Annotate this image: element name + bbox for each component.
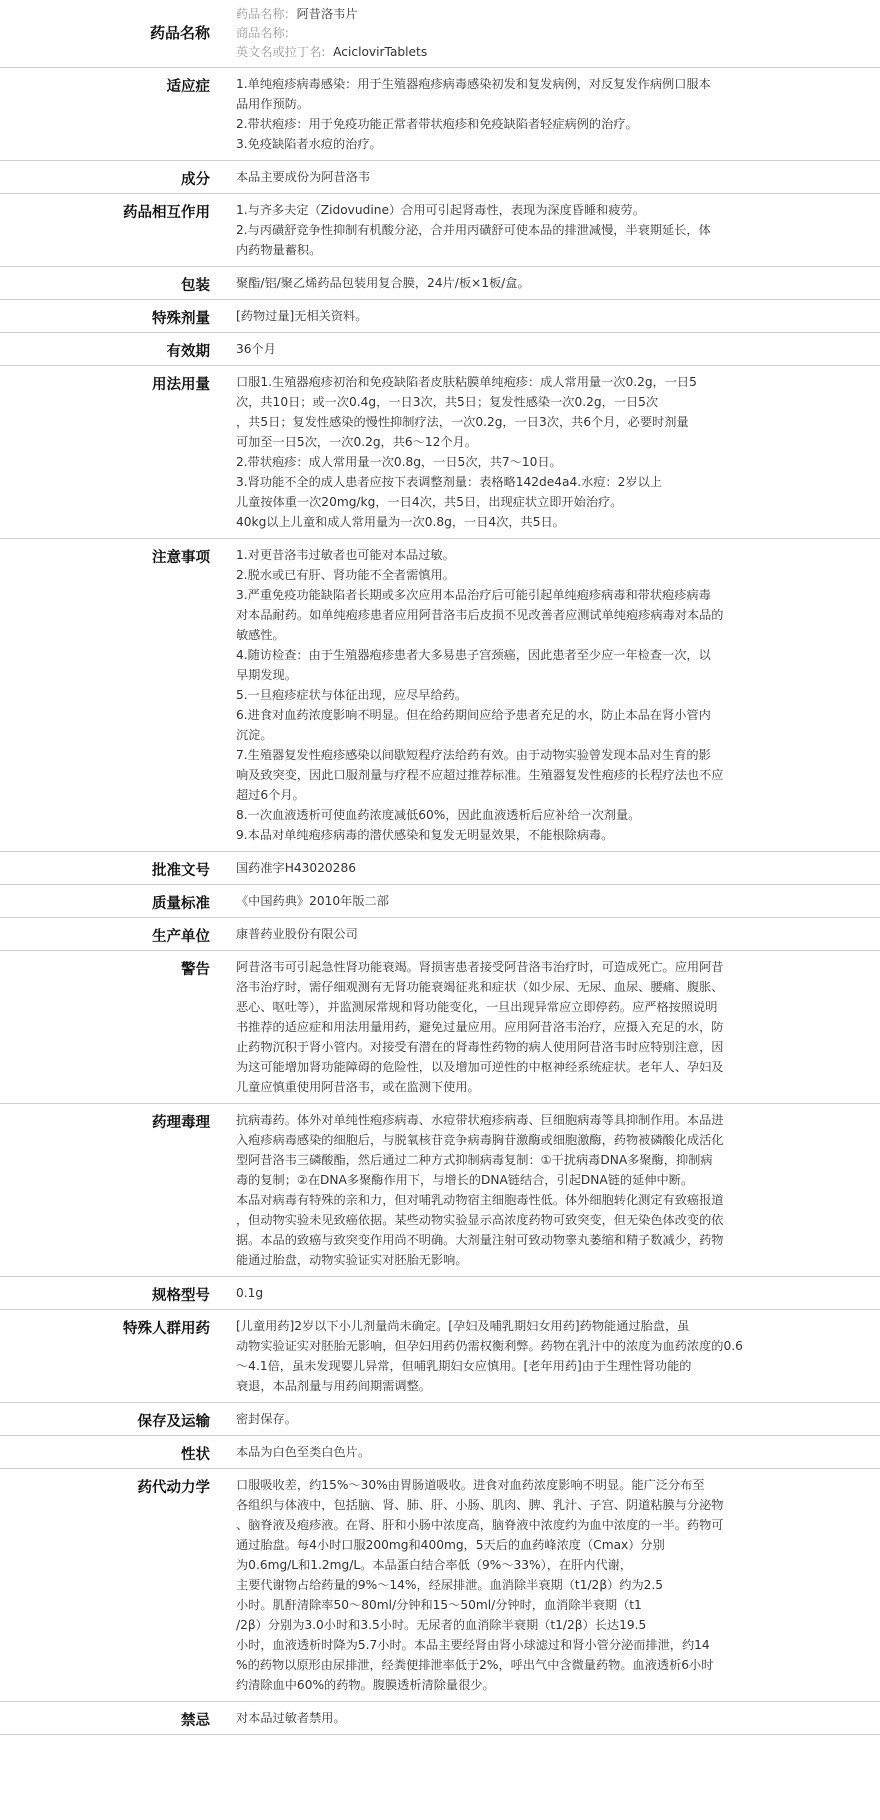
- row-value: [222, 1403, 880, 1436]
- value-line: 40kg以上儿童和成人常用量为一次0.8g，一日4次，共5日。: [236, 515, 565, 529]
- value-line: 沉淀。: [236, 728, 273, 742]
- value-line: 为0.6mg/L和1.2mg/L。本品蛋白结合率低（9%～33%），在肝内代谢，: [236, 1558, 633, 1572]
- value-line: 可加至一日5次，一次0.2g，共6～12个月。: [236, 435, 477, 449]
- value-line: 2.脱水或已有肝、肾功能不全者需慎用。: [236, 568, 455, 582]
- value-line: 6.进食对血药浓度影响不明显。但在给药期间应给予患者充足的水，防止本品在肾小管内: [236, 708, 711, 722]
- value-line: 入疱疹病毒感染的细胞后，与脱氧核苷竞争病毒胸苷激酶或细胞激酶，药物被磷酸化成活化: [236, 1133, 724, 1147]
- value-line: 响及致突变，因此口服剂量与疗程不应超过推荐标准。生殖器复发性疱疹的长程疗法也不应: [236, 768, 724, 782]
- row-value: [222, 1436, 880, 1469]
- row-label: 包装: [181, 278, 210, 294]
- value-line: %的药物以原形由尿排泄，经粪便排泄率低于2%，呼出气中含微量药物。血液透析6小时: [236, 1658, 714, 1672]
- trade-name-key: 商品名称:: [236, 26, 289, 40]
- spec-row: [0, 1436, 880, 1469]
- row-label: 批准文号: [152, 863, 210, 879]
- value-line: 敏感性。: [236, 628, 285, 642]
- value-line: 型阿昔洛韦三磷酸酯，然后通过二种方式抑制病毒复制：①干扰病毒DNA多聚酶，抑制病: [236, 1153, 713, 1167]
- value-line: 早期发现。: [236, 668, 297, 682]
- value-line: 2.带状疱疹：成人常用量一次0.8g，一日5次，共7～10日。: [236, 455, 562, 469]
- row-value: [222, 333, 880, 366]
- value-line: 能通过胎盘，动物实验证实对胚胎无影响。: [236, 1253, 468, 1267]
- value-line: 通过胎盘。每4小时口服200mg和400mg，5天后的血药峰浓度（Cmax）分别: [236, 1538, 665, 1552]
- row-value: [222, 1277, 880, 1310]
- row-label: 有效期: [166, 344, 210, 360]
- value-line: 国药准字H43020286: [236, 861, 356, 875]
- value-line: 本品为白色至类白色片。: [236, 1445, 371, 1459]
- value-line: 小时，血液透析时降为5.7小时。本品主要经肾由肾小球滤过和肾小管分泌而排泄，约14: [236, 1638, 710, 1652]
- value-line: 恶心、呕吐等），并监测尿常规和肾功能变化，一旦出现异常应立即停药。应严格按照说明: [236, 1000, 718, 1014]
- value-line: 2.与丙磺舒竞争性抑制有机酸分泌，合并用丙磺舒可使本品的排泄减慢，半衰期延长，体: [236, 223, 711, 237]
- value-line: 对本品耐药。如单纯疱疹患者应用阿昔洛韦后皮损不见改善者应测试单纯疱疹病毒对本品的: [236, 608, 724, 622]
- row-label: 药品名称: [149, 24, 210, 42]
- row-value: [222, 1469, 880, 1702]
- value-line: 0.1g: [236, 1286, 264, 1300]
- value-line: 本品对病毒有特殊的亲和力，但对哺乳动物宿主细胞毒性低。体外细胞转化测定有致癌报道: [236, 1193, 724, 1207]
- row-label: 药理毒理: [152, 1115, 210, 1131]
- row-label: 禁忌: [181, 1713, 210, 1729]
- value-line: 洛韦治疗时，需仔细观测有无肾功能衰竭征兆和症状（如少尿、无尿、血尿、腰痛、腹胀、: [236, 980, 724, 994]
- value-line: [药物过量]无相关资料。: [236, 309, 368, 323]
- row-label: 警告: [181, 962, 210, 978]
- value-line: 2.带状疱疹：用于免疫功能正常者带状疱疹和免疫缺陷者轻症病例的治疗。: [236, 117, 638, 131]
- value-line: 小时。肌酐清除率50～80ml/分钟和15～50ml/分钟时，血消除半衰期（t1: [236, 1598, 642, 1612]
- value-line: 3.严重免疫功能缺陷者长期或多次应用本品治疗后可能引起单纯疱疹病毒和带状疱疹病毒: [236, 588, 711, 602]
- value-line: 4.随访检查：由于生殖器疱疹患者大多易患子宫颈癌，因此患者至少应一年检查一次，以: [236, 648, 711, 662]
- generic-name-value: 阿昔洛韦片: [296, 7, 358, 21]
- value-line: 儿童按体重一次20mg/kg，一日4次，共5日，出现症状立即开始治疗。: [236, 495, 623, 509]
- spec-row: [0, 951, 880, 1104]
- spec-row: [0, 1702, 880, 1735]
- value-line: 1.对更昔洛韦过敏者也可能对本品过敏。: [236, 548, 455, 562]
- value-line: [儿童用药]2岁以下小儿剂量尚未确定。[孕妇及哺乳期妇女用药]药物能通过胎盘，虽: [236, 1319, 690, 1333]
- value-line: 36个月: [236, 342, 276, 356]
- value-line: 密封保存。: [236, 1412, 297, 1426]
- value-line: 7.生殖器复发性疱疹感染以间歇短程疗法给药有效。由于动物实验曾发现本品对生育的影: [236, 748, 711, 762]
- value-line: 儿童应慎重使用阿昔洛韦，或在监测下使用。: [236, 1080, 480, 1094]
- spec-row: [0, 1403, 880, 1436]
- value-line: ，共5日；复发性感染的慢性抑制疗法，一次0.2g，一日3次，共6个月，必要时剂量: [236, 415, 689, 429]
- row-value: [222, 885, 880, 918]
- spec-row: [0, 68, 880, 161]
- value-line: 9.本品对单纯疱疹病毒的潜伏感染和复发无明显效果，不能根除病毒。: [236, 828, 614, 842]
- value-line: 1.单纯疱疹病毒感染：用于生殖器疱疹病毒感染初发和复发病例，对反复发作病例口服本: [236, 77, 711, 91]
- row-value: [222, 0, 880, 68]
- row-label: 规格型号: [152, 1288, 210, 1304]
- row-label: 成分: [181, 172, 210, 188]
- value-line: 书推荐的适应症和用法用量用药，避免过量应用。应用阿昔洛韦治疗，应摄入充足的水，防: [236, 1020, 724, 1034]
- row-value: [222, 918, 880, 951]
- value-line: 、脑脊液及疱疹液。在肾、肝和小肠中浓度高，脑脊液中浓度约为血中浓度的一半。药物可: [236, 1518, 724, 1532]
- spec-row: [0, 161, 880, 194]
- row-value: [222, 267, 880, 300]
- value-line: 阿昔洛韦可引起急性肾功能衰竭。肾损害患者接受阿昔洛韦治疗时，可造成死亡。应用阿昔: [236, 960, 724, 974]
- value-line: 止药物沉积于肾小管内。对接受有潜在的肾毒性药物的病人使用阿昔洛韦时应特别注意，因: [236, 1040, 724, 1054]
- row-value: [222, 366, 880, 539]
- value-line: 内药物量蓄积。: [236, 243, 322, 257]
- spec-row: [0, 366, 880, 539]
- spec-row: [0, 300, 880, 333]
- value-line: 对本品过敏者禁用。: [236, 1711, 346, 1725]
- value-line: 毒的复制；②在DNA多聚酶作用下，与增长的DNA链结合，引起DNA链的延伸中断。: [236, 1173, 694, 1187]
- spec-row: [0, 885, 880, 918]
- row-label: 保存及运输: [137, 1414, 210, 1430]
- spec-row: [0, 267, 880, 300]
- row-label: 注意事项: [152, 550, 210, 566]
- value-line: 衰退，本品剂量与用药间期需调整。: [236, 1379, 431, 1393]
- value-line: 各组织与体液中，包括脑、肾、肺、肝、小肠、肌肉、脾、乳汁、子宫、阴道粘膜与分泌物: [236, 1498, 724, 1512]
- row-label: 适应症: [166, 79, 210, 95]
- row-label: 特殊人群用药: [123, 1321, 210, 1337]
- row-value: [222, 161, 880, 194]
- row-value: [222, 68, 880, 161]
- value-line: 本品主要成份为阿昔洛韦: [236, 170, 371, 184]
- spec-row: [0, 194, 880, 267]
- trade-name-line: [236, 24, 868, 43]
- value-line: 5.一旦疱疹症状与体征出现，应尽早给药。: [236, 688, 468, 702]
- value-line: ～4.1倍，虽未发现婴儿异常，但哺乳期妇女应慎用。[老年用药]由于生理性肾功能的: [236, 1359, 692, 1373]
- spec-row: [0, 1277, 880, 1310]
- row-value: [222, 194, 880, 267]
- value-line: 康普药业股份有限公司: [236, 927, 358, 941]
- value-line: 口服1.生殖器疱疹初治和免疫缺陷者皮肤粘膜单纯疱疹：成人常用量一次0.2g，一日5: [236, 375, 697, 389]
- row-value: [222, 1104, 880, 1277]
- row-label: 特殊剂量: [152, 311, 210, 327]
- value-line: 约清除血中60%的药物。腹膜透析清除量很少。: [236, 1678, 495, 1692]
- row-value: [222, 852, 880, 885]
- value-line: 超过6个月。: [236, 788, 305, 802]
- row-value: [222, 1702, 880, 1735]
- english-name-line: [236, 43, 868, 62]
- value-line: 3.肾功能不全的成人患者应按下表调整剂量：表格略142de4a4.水痘：2岁以上: [236, 475, 662, 489]
- value-line: 主要代谢物占给药量的9%～14%，经尿排泄。血消除半衰期（t1/2β）约为2.5: [236, 1578, 664, 1592]
- spec-row: [0, 333, 880, 366]
- row-value: [222, 539, 880, 852]
- row-value: [222, 1310, 880, 1403]
- english-name-key: 英文名或拉丁名:: [236, 45, 326, 59]
- row-drug-name: [0, 0, 880, 68]
- value-line: 据。本品的致癌与致突变作用尚不明确。大剂量注射可致动物睾丸萎缩和精子数减少，药物: [236, 1233, 724, 1247]
- value-line: 口服吸收差，约15%～30%由胃肠道吸收。进食对血药浓度影响不明显。能广泛分布至: [236, 1478, 705, 1492]
- row-label: 生产单位: [152, 929, 210, 945]
- row-label: 质量标准: [152, 896, 210, 912]
- row-label: 药代动力学: [137, 1480, 210, 1496]
- value-line: 聚酯/铝/聚乙烯药品包装用复合膜，24片/板×1板/盒。: [236, 276, 530, 290]
- spec-row: [0, 1469, 880, 1702]
- value-line: 1.与齐多夫定（Zidovudine）合用可引起肾毒性，表现为深度昏睡和疲劳。: [236, 203, 645, 217]
- generic-name-key: 药品名称:: [236, 7, 289, 21]
- value-line: 《中国药典》2010年版二部: [236, 894, 389, 908]
- spec-row: [0, 539, 880, 852]
- spec-row: [0, 852, 880, 885]
- spec-row: [0, 918, 880, 951]
- value-line: 为这可能增加肾功能障碍的危险性，以及增加可逆性的中枢神经系统症状。老年人、孕妇及: [236, 1060, 724, 1074]
- value-line: ，但动物实验未见致癌依据。某些动物实验显示高浓度药物可致突变，但无染色体改变的依: [236, 1213, 724, 1227]
- generic-name-line: [236, 5, 868, 24]
- row-label: 用法用量: [152, 377, 210, 393]
- value-line: 3.免疫缺陷者水痘的治疗。: [236, 137, 382, 151]
- row-label: 药品相互作用: [123, 205, 210, 221]
- spec-row: [0, 1104, 880, 1277]
- value-line: 次，共10日；或一次0.4g，一日3次，共5日；复发性感染一次0.2g，一日5次: [236, 395, 659, 409]
- value-line: /2β）分别为3.0小时和3.5小时。无尿者的血消除半衰期（t1/2β）长达19.5: [236, 1618, 647, 1632]
- english-name-value: AciclovirTablets: [333, 45, 428, 59]
- value-line: 品用作预防。: [236, 97, 310, 111]
- spec-row: [0, 1310, 880, 1403]
- row-value: [222, 300, 880, 333]
- value-line: 抗病毒药。体外对单纯性疱疹病毒、水痘带状疱疹病毒、巨细胞病毒等具抑制作用。本品进: [236, 1113, 724, 1127]
- row-value: [222, 951, 880, 1104]
- value-line: 8.一次血液透析可使血药浓度减低60%，因此血液透析后应补给一次剂量。: [236, 808, 641, 822]
- value-line: 动物实验证实对胚胎无影响，但孕妇用药仍需权衡利弊。药物在乳汁中的浓度为血药浓度的0.6: [236, 1339, 743, 1353]
- row-label: 性状: [181, 1447, 210, 1463]
